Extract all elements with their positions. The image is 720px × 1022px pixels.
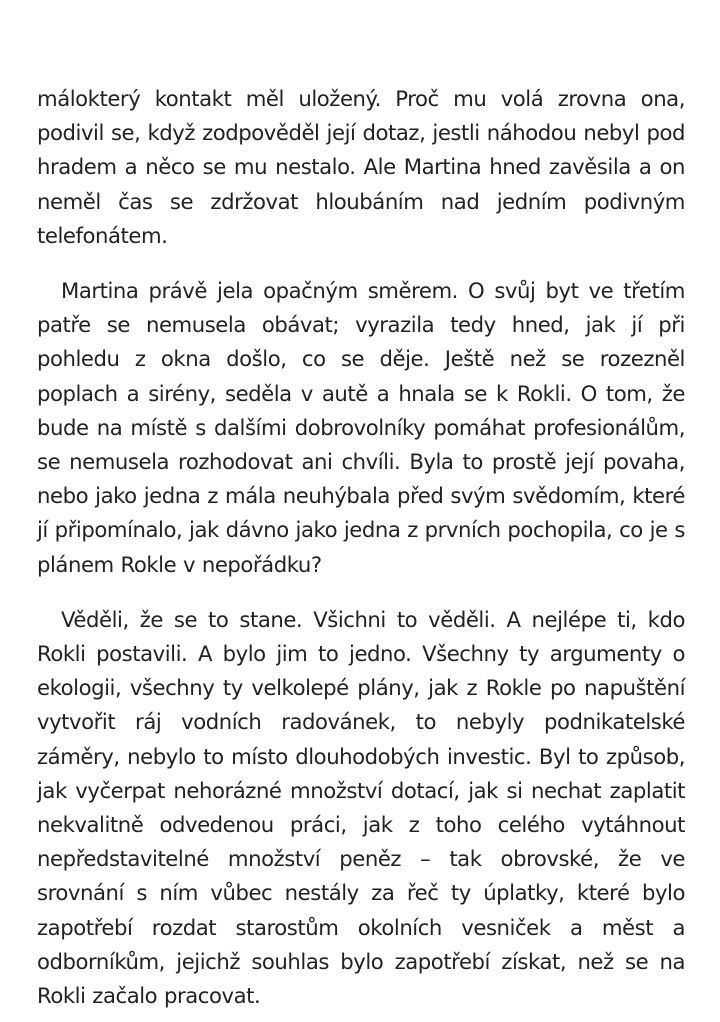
body-text	[37, 82, 685, 1013]
paragraph-continued: málokterý kontakt měl uložený. Proč mu volá zrovna ona, podivil se, když zodpověděl její dotaz, jestli náhodou nebyl pod hradem a něco se mu nestalo. Ale Martina hned zavěsila a on neměl čas se zdržovat hloubáním nad jedním podivným telefonátem.	[37, 86, 685, 248]
paragraph-vedeli: Věděli, že se to stane. Všichni to věděli. A nejlépe ti, kdo Rokli postavili. A bylo jim to jedno. Všechny ty argumenty o ekologii, všechny ty velkolepé plány, jak z Rokle po napuštění vytvořit ráj vodních radovánek, to nebyly podnikatelské záměry, nebylo to místo dlouhodobých investic. Byl to způsob, jak vyčerpat nehorázné množství dotací, jak si nechat zaplatit nekvalitně odvedenou práci, jak z toho celého vytáhnout nepředstavitelné množství peněz – tak obrovské, že ve srovnání s ním vůbec nestály za řeč ty úplatky, které bylo zapotřebí rozdat starostům okolních vesniček a měst a odborníkům, jejichž souhlas bylo zapotřebí získat, než se na Rokli začalo pracovat.	[37, 606, 685, 1009]
paragraph-martina: Martina právě jela opačným směrem. O svůj byt ve třetím patře se nemusela obávat; vyrazila tedy hned, jak jí při pohledu z okna došlo, co se děje. Ještě než se rozezněl poplach a sirény, seděla v autě a hnala se k Rokli. O tom, že bude na místě s dalšími dobrovolníky pomáhat profesionálům, se nemusela rozhodovat ani chvíli. Byla to prostě její povaha, nebo jako jedna z mála neuhýbala před svým svědomím, které jí připomínalo, jak dávno jako jedna z prvních pochopila, co je s plánem Rokle v nepořádku?	[37, 278, 685, 577]
